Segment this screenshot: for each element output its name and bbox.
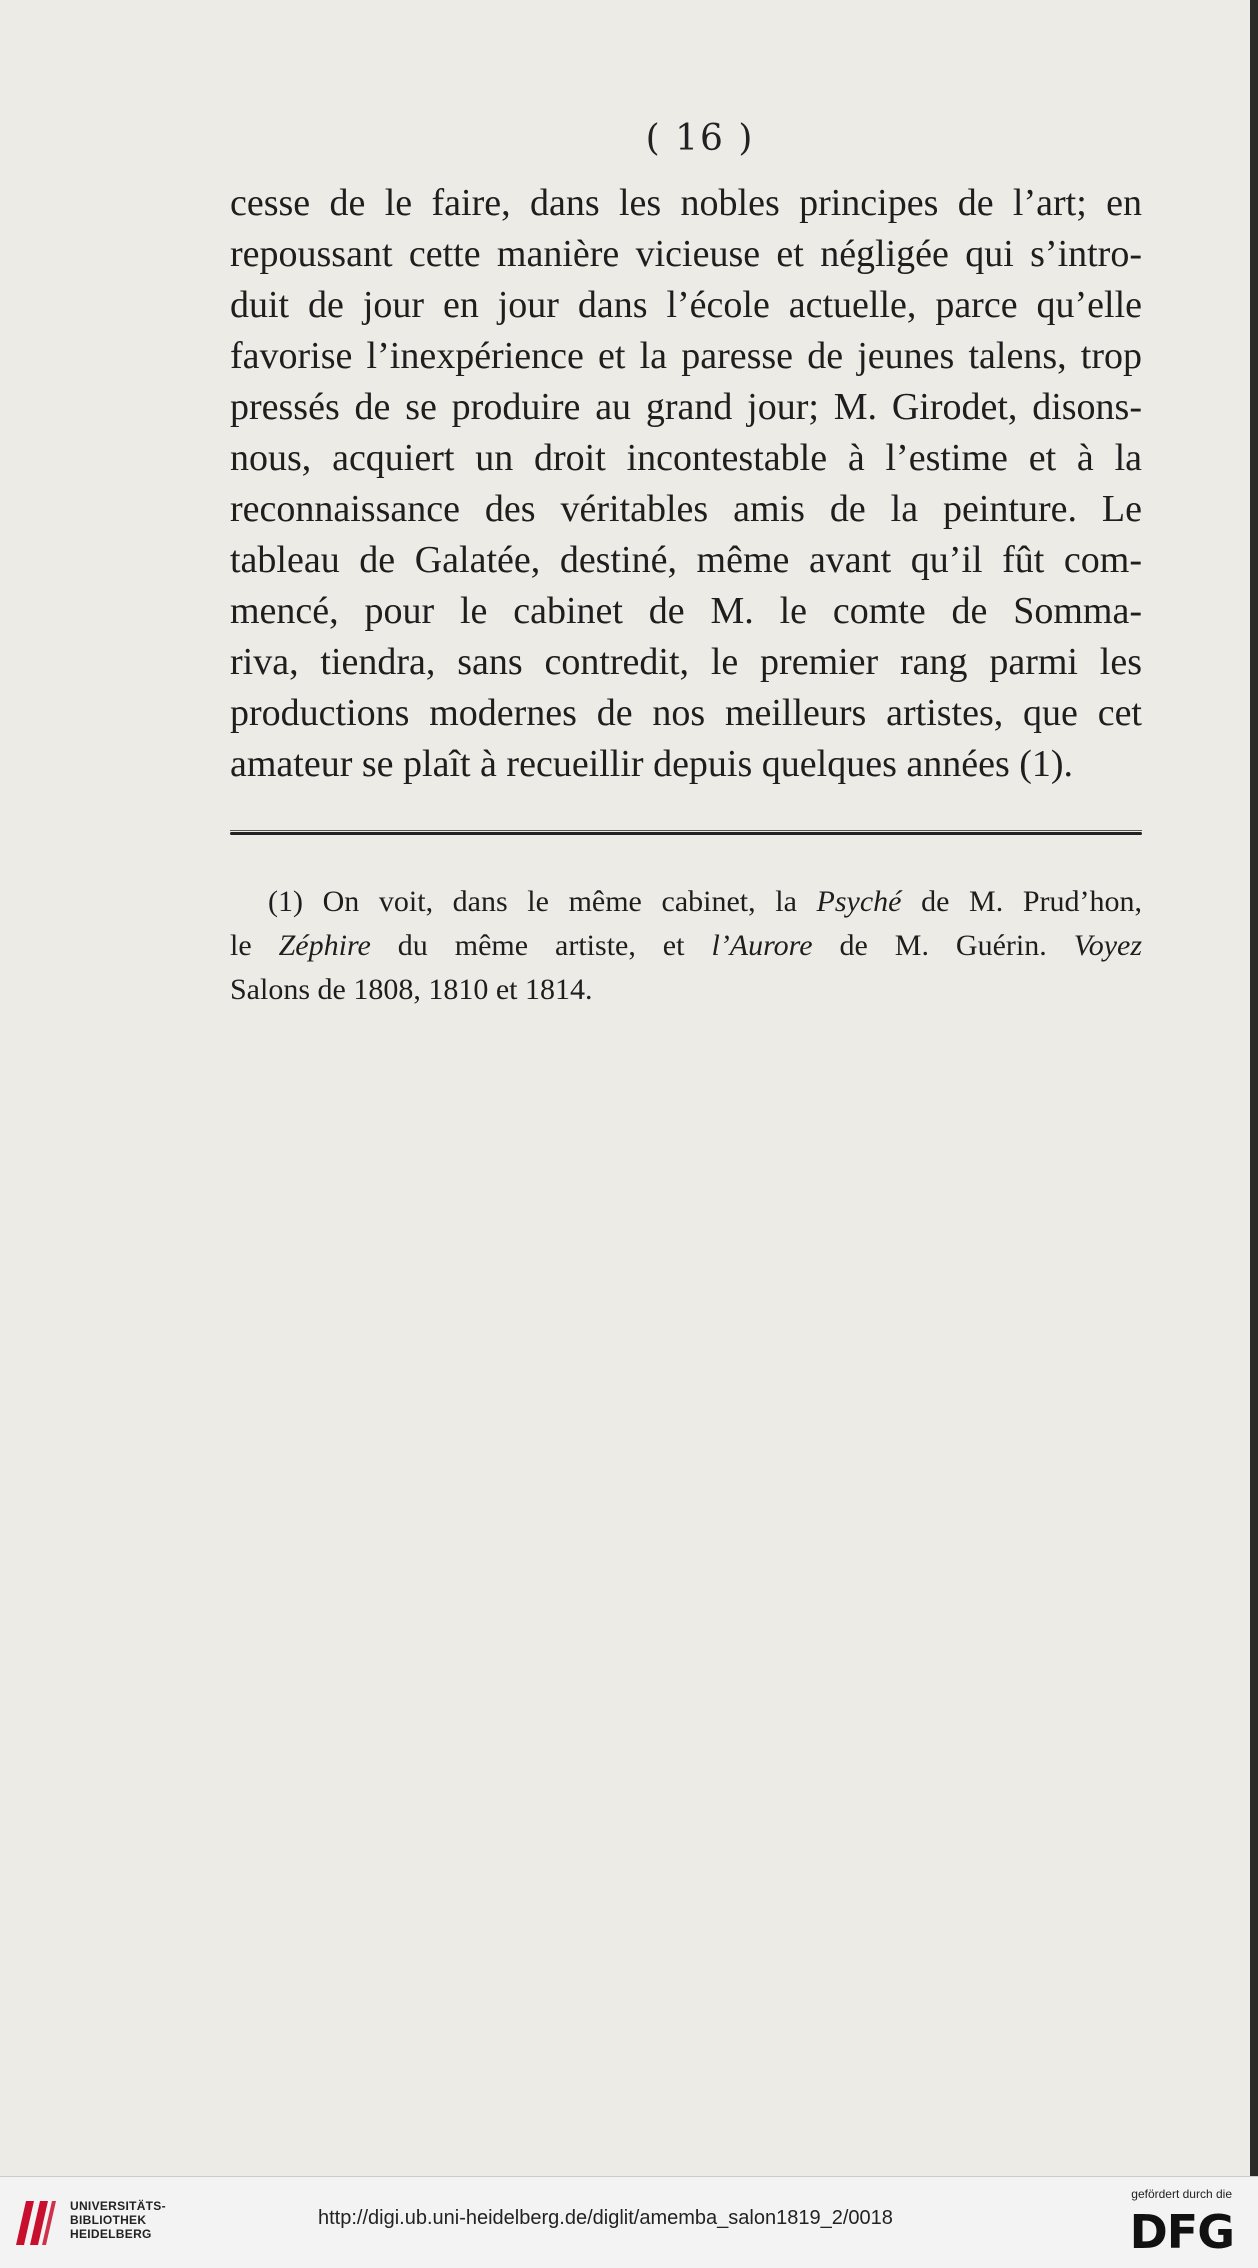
footnote-line: [230, 924, 1142, 968]
university-library-logo-icon[interactable]: [12, 2193, 58, 2251]
footnote-text: (1) On voit, dans le même cabinet, la: [268, 885, 817, 918]
permalink-url[interactable]: http://digi.ub.uni-heidelberg.de/diglit/amemba_salon1819_2/0018: [318, 2207, 893, 2229]
footnote-text: le: [230, 929, 279, 962]
ub-name-line: HEIDELBERG: [70, 2227, 152, 2241]
page-number: ( 16 ): [645, 118, 755, 159]
text-line: mencé, pour le cabinet de M. le comte de Somma-: [230, 590, 1142, 632]
ub-name-line: UNIVERSITÄTS-: [70, 2199, 166, 2213]
footnote-text: du même artiste, et: [370, 929, 712, 962]
footnote-line: Salons de 1808, 1810 et 1814.: [230, 973, 593, 1006]
footnote-text: de M. Guérin.: [812, 929, 1074, 962]
text-line: nous, acquiert un droit incontestable à l’estime et à la: [230, 437, 1142, 479]
text-line: duit de jour en jour dans l’école actuelle, parce qu’elle: [230, 284, 1142, 326]
ub-name-line: BIBLIOTHEK: [70, 2213, 147, 2227]
text-line: reconnaissance des véritables amis de la peinture. Le: [230, 488, 1142, 530]
main-text: [230, 178, 1142, 790]
dfg-logo[interactable]: DFG: [1129, 2205, 1234, 2259]
text-line: repoussant cette manière vicieuse et négligée qui s’intro-: [230, 233, 1142, 275]
text-line: pressés de se produire au grand jour; M. Girodet, disons-: [230, 386, 1142, 428]
text-line: amateur se plaît à recueillir depuis quelques années (1).: [230, 743, 1074, 785]
footnote-line: [230, 880, 1142, 924]
footnote-italic: Psyché: [816, 885, 902, 918]
text-line: riva, tiendra, sans contredit, le premier rang parmi les: [230, 641, 1142, 683]
viewer-footer: [0, 2176, 1258, 2268]
footnote-italic: Voyez: [1073, 929, 1143, 962]
university-library-name: [70, 2199, 166, 2241]
text-line: cesse de le faire, dans les nobles principes de l’art; en: [230, 182, 1142, 224]
footnote-text: de M. Prud’hon,: [901, 885, 1142, 918]
footnote-rule: [230, 832, 1142, 835]
text-line: favorise l’inexpérience et la paresse de jeunes talens, trop: [230, 335, 1142, 377]
text-line: tableau de Galatée, destiné, même avant qu’il fût com-: [230, 539, 1142, 581]
footnote: [230, 880, 1142, 1012]
funding-label: gefördert durch die: [1131, 2187, 1232, 2201]
text-line: productions modernes de nos meilleurs artistes, que cet: [230, 692, 1142, 734]
footnote-italic: l’Aurore: [711, 929, 813, 962]
footnote-italic: Zéphire: [278, 929, 371, 962]
